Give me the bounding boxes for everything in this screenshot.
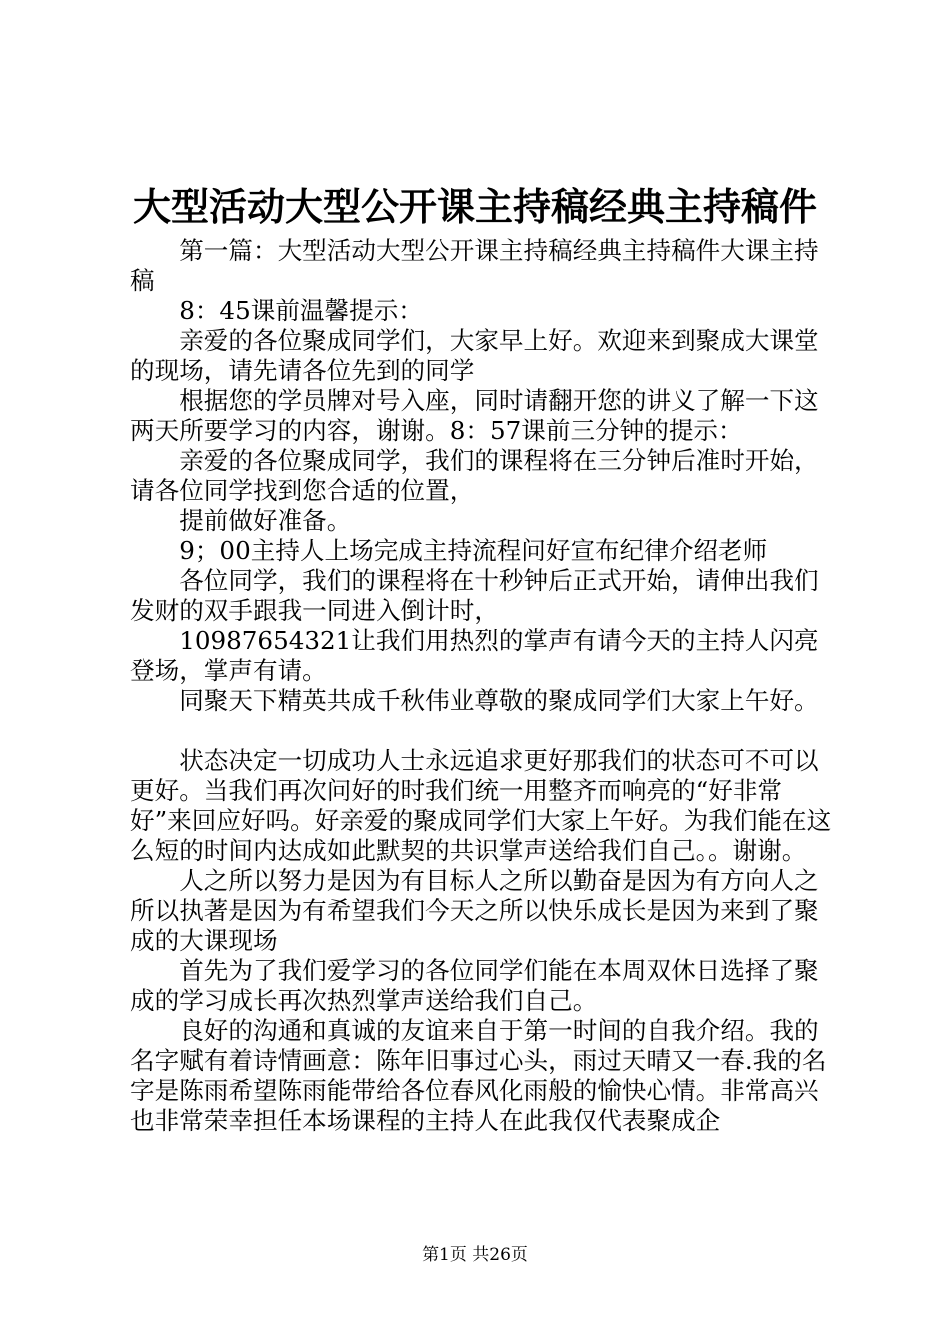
paragraph: 10987654321让我们用热烈的掌声有请今天的主持人闪亮登场，掌声有请。 <box>130 626 819 685</box>
page-footer: 第1页 共26页 <box>422 1245 528 1265</box>
paragraph: 良好的沟通和真诚的友谊来自于第一时间的自我介绍。我的名字赋有着诗情画意：陈年旧事过心头，雨过天晴又一春.我的名字是陈雨希望陈雨能带给各位春风化雨般的愉快心情。非常高兴也非常荣幸担任本场课程的主持人在此我仅代表聚成企 <box>130 1016 827 1135</box>
paragraph: 各位同学，我们的课程将在十秒钟后正式开始，请伸出我们发财的双手跟我一同进入倒计时， <box>130 566 819 625</box>
document-title: 大型活动大型公开课主持稿经典主持稿件 <box>132 184 817 229</box>
paragraph: 同聚天下精英共成千秋伟业尊敬的聚成同学们大家上午好。 <box>179 686 819 715</box>
document-body <box>130 236 840 1136</box>
paragraph: 亲爱的各位聚成同学，我们的课程将在三分钟后准时开始，请各位同学找到您合适的位置， <box>130 446 819 505</box>
paragraph: 首先为了我们爱学习的各位同学们能在本周双休日选择了聚成的学习成长再次热烈掌声送给我们自己。 <box>130 956 819 1015</box>
paragraph: 8：45课前温馨提示： <box>179 296 423 325</box>
paragraph: 亲爱的各位聚成同学们，大家早上好。欢迎来到聚成大课堂的现场，请先请各位先到的同学 <box>130 326 819 385</box>
paragraph: 状态决定一切成功人士永远追求更好那我们的状态可不可以更好。当我们再次问好的时我们统一用整齐而响亮的“好非常好”来回应好吗。好亲爱的聚成同学们大家上午好。为我们能在这么短的时间内达成如此默契的共识掌声送给我们自己。。谢谢。 <box>130 746 832 865</box>
paragraph: 人之所以努力是因为有目标人之所以勤奋是因为有方向人之所以执著是因为有希望我们今天之所以快乐成长是因为来到了聚成的大课现场 <box>130 866 819 955</box>
paragraph: 第一篇：大型活动大型公开课主持稿经典主持稿件大课主持稿 <box>130 236 819 295</box>
paragraph: 提前做好准备。 <box>179 506 352 535</box>
paragraph: 根据您的学员牌对号入座，同时请翻开您的讲义了解一下这两天所要学习的内容，谢谢。8：57课前三分钟的提示： <box>130 386 819 445</box>
paragraph: 9；00主持人上场完成主持流程问好宣布纪律介绍老师 <box>179 536 768 565</box>
